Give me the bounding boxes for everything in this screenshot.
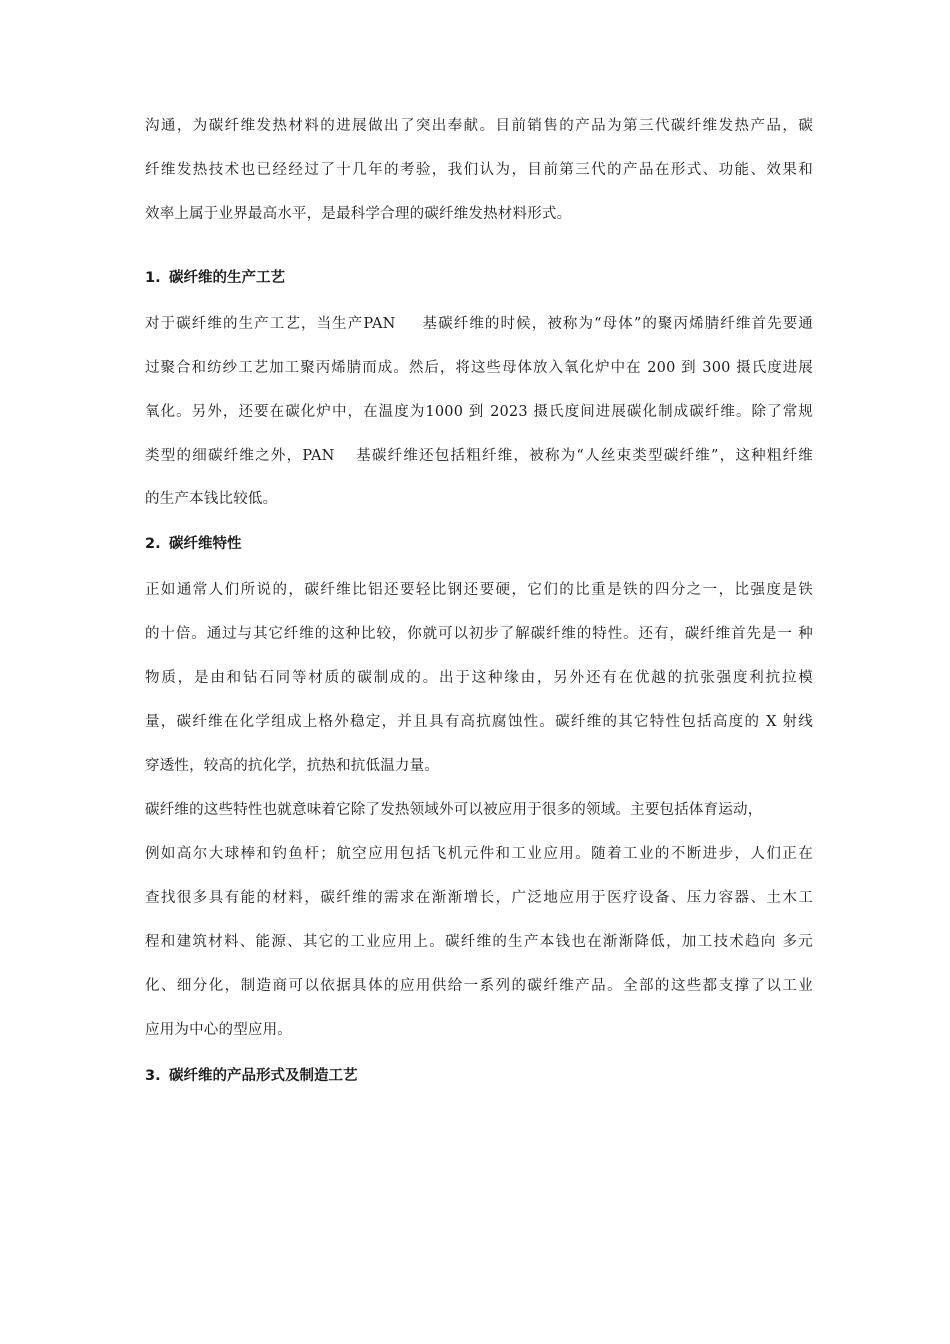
section-2-heading	[145, 534, 242, 554]
intro-line-3: 效率上属于业界最高水平，是最科学合理的碳纤维发热材料形式。	[145, 206, 572, 222]
section-1-title: 碳纤维的生产工艺	[169, 270, 285, 286]
section-2-line-9: 程和建筑材料、能源、其它的工业应用上。碳纤维的生产本钱也在渐渐降低，加工技术趋向 多元	[145, 934, 813, 950]
section-2-line-4: 量，碳纤维在化学组成上格外稳定，并且具有高抗腐蚀性。碳纤维的其它特性包括高度的 X 射线	[145, 714, 813, 730]
section-2-line-11: 应用为中心的型应用。	[145, 1022, 292, 1038]
section-1-line-2: 过聚合和纺纱工艺加工聚丙烯腈而成。然后，将这些母体放入氧化炉中在 200 到 300 摄氏度进展	[145, 360, 813, 376]
section-2-line-2: 的十倍。通过与其它纤维的这种比较，你就可以初步了解碳纤维的特性。还有，碳纤维首先是一 种	[145, 626, 813, 642]
section-1-line-3: 氧化。另外，还要在碳化炉中，在温度为1000 到 2023 摄氏度间进展碳化制成碳纤维。除了常规	[145, 404, 813, 420]
section-2-number: 2.	[145, 536, 161, 552]
section-2-line-1: 正如通常人们所说的，碳纤维比铝还要轻比钢还要硬，它们的比重是铁的四分之一，比强度是铁	[145, 582, 813, 598]
intro-line-2: 纤维发热技术也已经经过了十几年的考验，我们认为，目前第三代的产品在形式、功能、效果和	[145, 162, 813, 178]
section-1-number: 1.	[145, 270, 161, 286]
section-2-line-10: 化、细分化，制造商可以依据具体的应用供给一系列的碳纤维产品。全部的这些都支撑了以工业	[145, 978, 813, 994]
section-2-line-3: 物质，是由和钻石同等材质的碳制成的。出于这种缘由，另外还有在优越的抗张强度利抗拉模	[145, 670, 813, 686]
section-2-line-8: 查找很多具有能的材料，碳纤维的需求在渐渐增长，广泛地应用于医疗设备、压力容器、土木工	[145, 890, 813, 906]
section-1-line-1: 对于碳纤维的生产工艺，当生产PAN 基碳纤维的时候，被称为“母体”的聚丙烯腈纤维首先要通	[145, 316, 813, 332]
section-2-line-6: 碳纤维的这些特性也就意味着它除了发热领域外可以被应用于很多的领域。主要包括体育运动，	[145, 802, 763, 818]
intro-line-1: 沟通，为碳纤维发热材料的进展做出了突出奉献。目前销售的产品为第三代碳纤维发热产品，碳	[145, 118, 813, 134]
section-1-heading	[145, 268, 285, 288]
section-3-number: 3.	[145, 1068, 161, 1084]
section-2-title: 碳纤维特性	[169, 536, 242, 552]
section-3-title: 碳纤维的产品形式及制造工艺	[169, 1068, 358, 1084]
section-2-line-5: 穿透性，较高的抗化学，抗热和抗低温力量。	[145, 758, 439, 774]
section-1-line-5: 的生产本钱比较低。	[145, 491, 278, 507]
section-2-line-7: 例如高尔大球棒和钓鱼杆；航空应用包括飞机元件和工业应用。随着工业的不断进步，人们正在	[145, 846, 813, 862]
section-3-heading	[145, 1066, 358, 1086]
section-1-line-4: 类型的细碳纤维之外，PAN 基碳纤维还包括粗纤维，被称为“人丝束类型碳纤维”，这种粗纤维	[145, 448, 813, 464]
